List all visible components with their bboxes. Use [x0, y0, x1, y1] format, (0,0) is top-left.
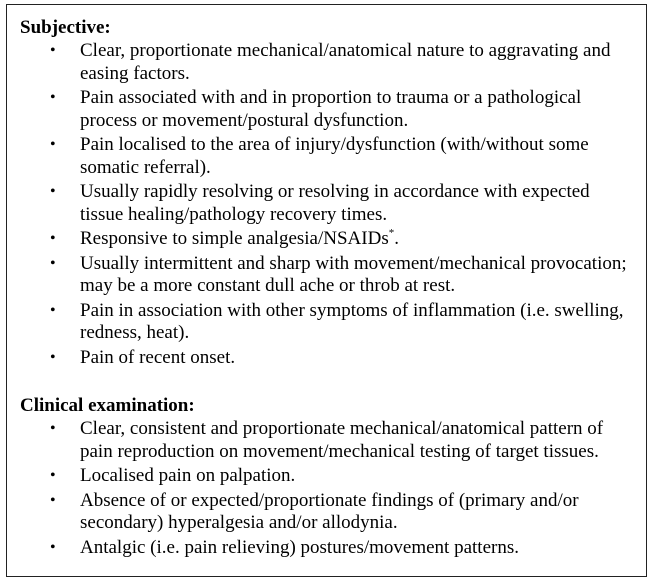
subjective-heading: Subjective: — [20, 17, 111, 38]
list-item-text: Pain localised to the area of injury/dysfunction (with/without some somatic referral). — [80, 134, 589, 178]
bullet-icon: • — [50, 183, 56, 200]
bullet-icon: • — [50, 89, 56, 106]
list-item-suffix: . — [394, 228, 399, 249]
list-item-text: Pain associated with and in proportion to trauma or a pathological process or movement/postural dysfunction. — [80, 87, 582, 131]
clinical-examination-heading: Clinical examination: — [20, 395, 195, 416]
list-item-text: Clear, proportionate mechanical/anatomical nature to aggravating and easing factors. — [80, 40, 611, 84]
list-item-text: Absence of or expected/proportionate findings of (primary and/or secondary) hyperalgesia and/or allodynia. — [80, 489, 579, 533]
list-item — [20, 465, 632, 488]
list-item — [20, 253, 632, 298]
bullet-icon: • — [50, 254, 56, 272]
list-item — [20, 418, 632, 463]
list-item-text: Usually rapidly resolving or resolving in accordance with expected tissue healing/pathology recovery times. — [80, 181, 590, 225]
footnote-mark: * — [388, 226, 395, 239]
clinical-examination-list — [20, 418, 632, 559]
list-item-text: Antalgic (i.e. pain relieving) postures/movement patterns. — [80, 536, 519, 558]
list-item-text: Pain of recent onset. — [80, 346, 236, 368]
list-item-text: Localised pain on palpation. — [80, 465, 296, 486]
bullet-icon: • — [50, 136, 56, 153]
list-item-text: Clear, consistent and proportionate mechanical/anatomical pattern of pain reproduction on movement/mechanical testing of target tissues. — [80, 418, 604, 462]
list-item — [20, 40, 632, 85]
bullet-icon: • — [50, 42, 56, 59]
bullet-icon: • — [50, 420, 56, 437]
list-item-text: Pain in association with other symptoms of inflammation (i.e. swelling, redness, heat). — [80, 299, 624, 343]
list-item — [20, 347, 632, 370]
bullet-icon: • — [50, 538, 56, 556]
bullet-icon: • — [50, 348, 56, 366]
section-spacer — [20, 371, 632, 395]
criteria-box — [6, 4, 647, 577]
list-item — [20, 490, 632, 535]
list-item — [20, 134, 632, 179]
list-item — [20, 87, 632, 132]
list-item-text: Usually intermittent and sharp with movement/mechanical provocation; may be a more constant dull ache or throb at rest. — [80, 252, 627, 296]
list-item — [20, 228, 632, 251]
list-item — [20, 537, 632, 560]
subjective-list — [20, 40, 632, 369]
bullet-icon: • — [50, 467, 56, 484]
bullet-icon: • — [50, 491, 56, 509]
bullet-icon: • — [50, 301, 56, 319]
list-item — [20, 181, 632, 226]
bullet-icon: • — [50, 230, 56, 247]
list-item-text: Responsive to simple analgesia/NSAIDs — [80, 228, 389, 249]
list-item — [20, 300, 632, 345]
